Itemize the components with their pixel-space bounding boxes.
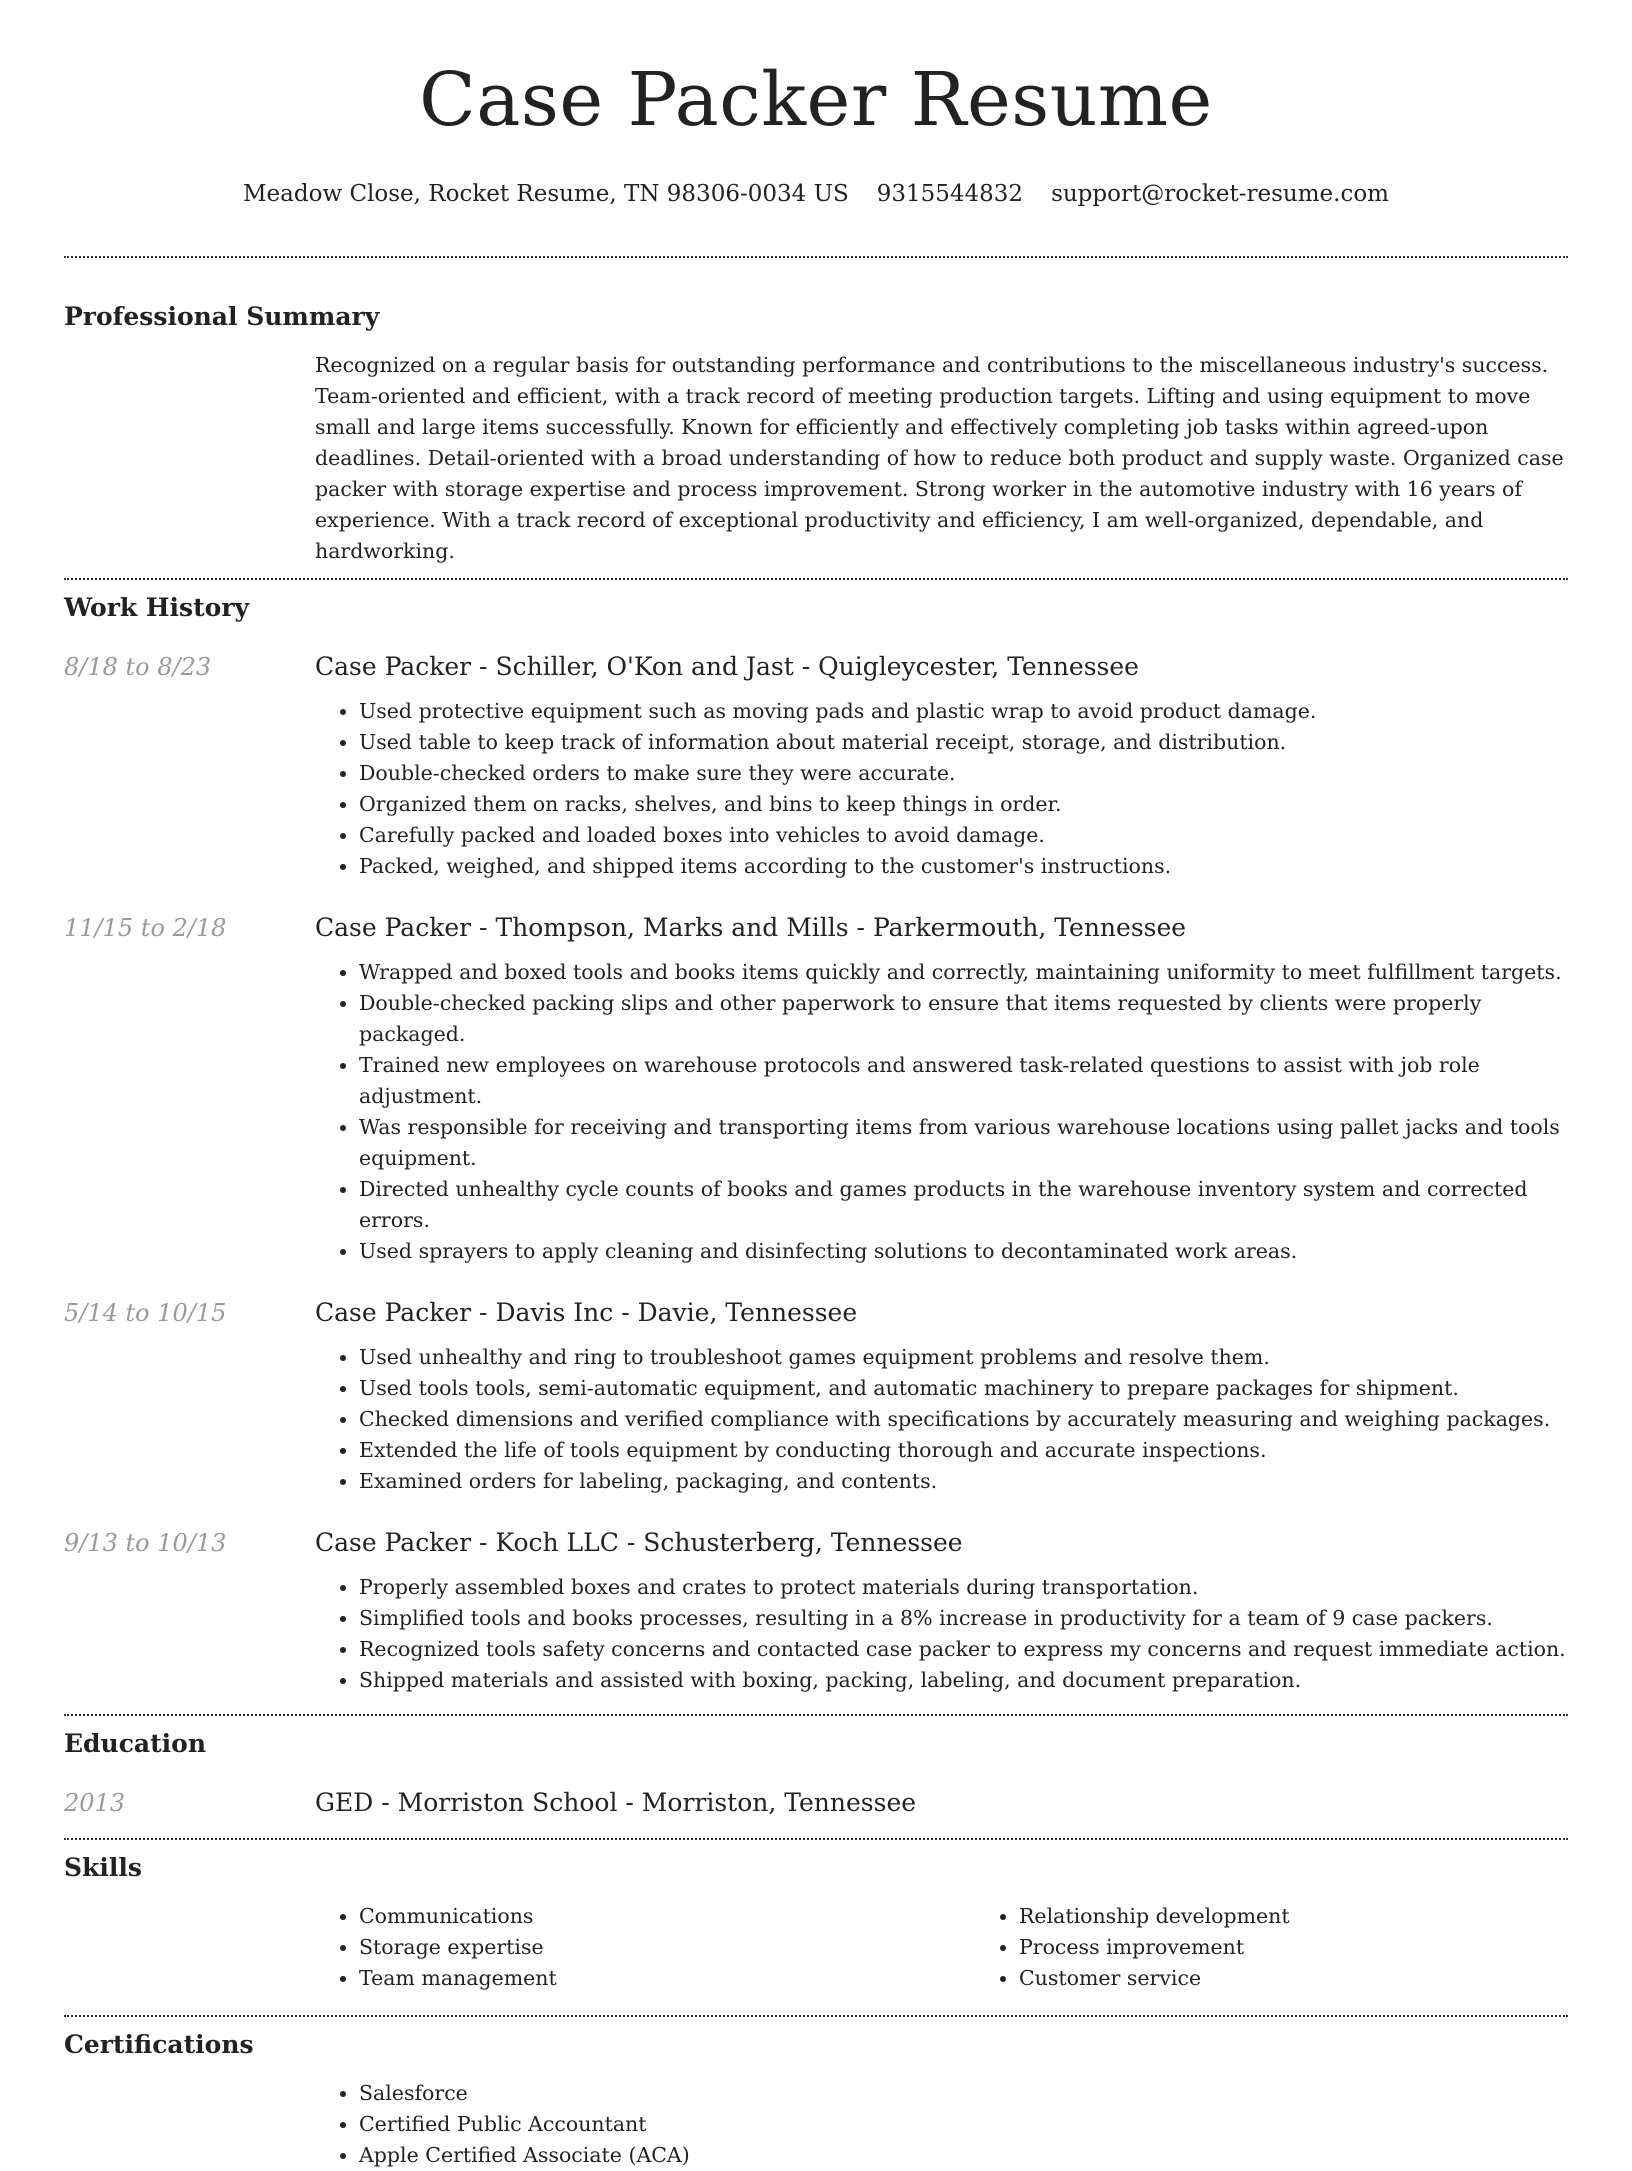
skills-spacer [64,1901,315,1994]
summary-spacer [64,350,315,567]
skills-grid [315,1901,1632,1994]
list-item: • Used tools tools, semi-automatic equipment, and automatic machinery to prepare packages for shipment. [359,1373,1568,1404]
skills-row [64,1901,1568,1994]
education-entry [64,1786,1568,1820]
job-dates: 8/18 to 8/23 [64,653,212,681]
list-item: • Apple Certified Associate (ACA) [359,2140,1568,2171]
education-section [64,1727,1568,1820]
skills-list-left [315,1901,975,1994]
contact-address: Meadow Close, Rocket Resume, TN 98306-0034 US [243,181,849,207]
work-heading: Work History [64,593,250,622]
list-item: • Properly assembled boxes and crates to protect materials during transportation. [359,1572,1568,1603]
list-item: • Directed unhealthy cycle counts of books and games products in the warehouse inventory system and corrected errors. [359,1174,1568,1236]
list-item: • Shipped materials and assisted with boxing, packing, labeling, and document preparation. [359,1665,1568,1696]
job-details [315,911,1568,1267]
job-dates: 5/14 to 10/15 [64,1299,227,1327]
divider [64,256,1568,258]
list-item: • Simplified tools and books processes, resulting in a 8% increase in productivity for a team of 9 case packers. [359,1603,1568,1634]
education-year: 2013 [64,1789,126,1817]
education-heading: Education [64,1729,207,1758]
list-item: • Double-checked packing slips and other paperwork to ensure that items requested by clients were properly packaged. [359,988,1568,1050]
job-entry [64,911,1568,1267]
job-title: Case Packer - Koch LLC - Schusterberg, Tennessee [315,1528,963,1557]
list-item: • Used sprayers to apply cleaning and disinfecting solutions to decontaminated work areas. [359,1236,1568,1267]
contact-phone: 9315544832 [876,181,1024,207]
list-item: • Communications [359,1901,975,1932]
list-item: • Storage expertise [359,1932,975,1963]
summary-section [64,300,1568,567]
certifications-list [315,2078,1568,2171]
list-item: • Recognized tools safety concerns and contacted case packer to express my concerns and request immediate action. [359,1634,1568,1665]
list-item: • Certified Public Accountant [359,2109,1568,2140]
skills-list-right [975,1901,1632,1994]
list-item: • Was responsible for receiving and transporting items from various warehouse locations using pallet jacks and tools equipment. [359,1112,1568,1174]
job-title: Case Packer - Schiller, O'Kon and Jast - Quigleycester, Tennessee [315,652,1139,681]
summary-row [64,350,1568,567]
job-dates: 11/15 to 2/18 [64,914,227,942]
job-bullets [315,957,1568,1267]
contact-email: support@rocket-resume.com [1051,181,1389,207]
list-item: • Salesforce [359,2078,1568,2109]
certifications-spacer [64,2078,315,2171]
job-entry [64,1296,1568,1497]
summary-text: Recognized on a regular basis for outstanding performance and contributions to the miscellaneous industry's success. Team-oriented and efficient, with a track record of meeting production targets. Lifting and using equipment to move small and large items successfully. Known for efficiently and effectively completing job tasks within agreed-upon deadlines. Detail-oriented with a broad understanding of how to reduce both product and supply waste. Organized case packer with storage expertise and process improvement. Strong worker in the automotive industry with 16 years of experience. With a track record of exceptional productivity and efficiency, I am well-organized, dependable, and hardworking. [315,353,1564,563]
list-item: • Used unhealthy and ring to troubleshoot games equipment problems and resolve them. [359,1342,1568,1373]
divider [64,1714,1568,1716]
list-item: • Used protective equipment such as moving pads and plastic wrap to avoid product damage. [359,696,1568,727]
work-section [64,591,1568,1696]
list-item: • Packed, weighed, and shipped items according to the customer's instructions. [359,851,1568,882]
job-bullets [315,1572,1568,1696]
summary-heading: Professional Summary [64,302,380,331]
job-details [315,650,1568,882]
list-item: • Relationship development [1019,1901,1632,1932]
list-item: • Used table to keep track of information about material receipt, storage, and distribution. [359,727,1568,758]
job-details [315,1526,1568,1696]
list-item: • Process improvement [1019,1932,1632,1963]
job-bullets [315,1342,1568,1497]
job-bullets [315,696,1568,882]
certifications-heading: Certifications [64,2030,254,2059]
job-dates: 9/13 to 10/13 [64,1529,227,1557]
list-item: • Checked dimensions and verified compliance with specifications by accurately measuring and weighing packages. [359,1404,1568,1435]
list-item: • Customer service [1019,1963,1632,1994]
page-title: Case Packer Resume [419,57,1213,143]
certifications-details [315,2078,1568,2171]
list-item: • Carefully packed and loaded boxes into vehicles to avoid damage. [359,820,1568,851]
skills-heading: Skills [64,1853,142,1882]
list-item: • Double-checked orders to make sure they were accurate. [359,758,1568,789]
list-item: • Team management [359,1963,975,1994]
certifications-section [64,2028,1568,2171]
divider [64,2015,1568,2017]
contact-line [64,178,1568,210]
list-item: • Trained new employees on warehouse protocols and answered task-related questions to assist with job role adjustment. [359,1050,1568,1112]
certifications-row [64,2078,1568,2171]
divider [64,578,1568,580]
skills-section [64,1851,1568,1994]
divider [64,1838,1568,1840]
list-item: • Extended the life of tools equipment by conducting thorough and accurate inspections. [359,1435,1568,1466]
list-item: • Examined orders for labeling, packaging, and contents. [359,1466,1568,1497]
job-title: Case Packer - Thompson, Marks and Mills - Parkermouth, Tennessee [315,913,1187,942]
list-item: • Wrapped and boxed tools and books items quickly and correctly, maintaining uniformity to meet fulfillment targets. [359,957,1568,988]
job-details [315,1296,1568,1497]
education-details: GED - Morriston School - Morriston, Tennessee [315,1788,917,1817]
job-entry [64,650,1568,882]
job-entry [64,1526,1568,1696]
job-title: Case Packer - Davis Inc - Davie, Tennessee [315,1298,858,1327]
list-item: • Organized them on racks, shelves, and bins to keep things in order. [359,789,1568,820]
